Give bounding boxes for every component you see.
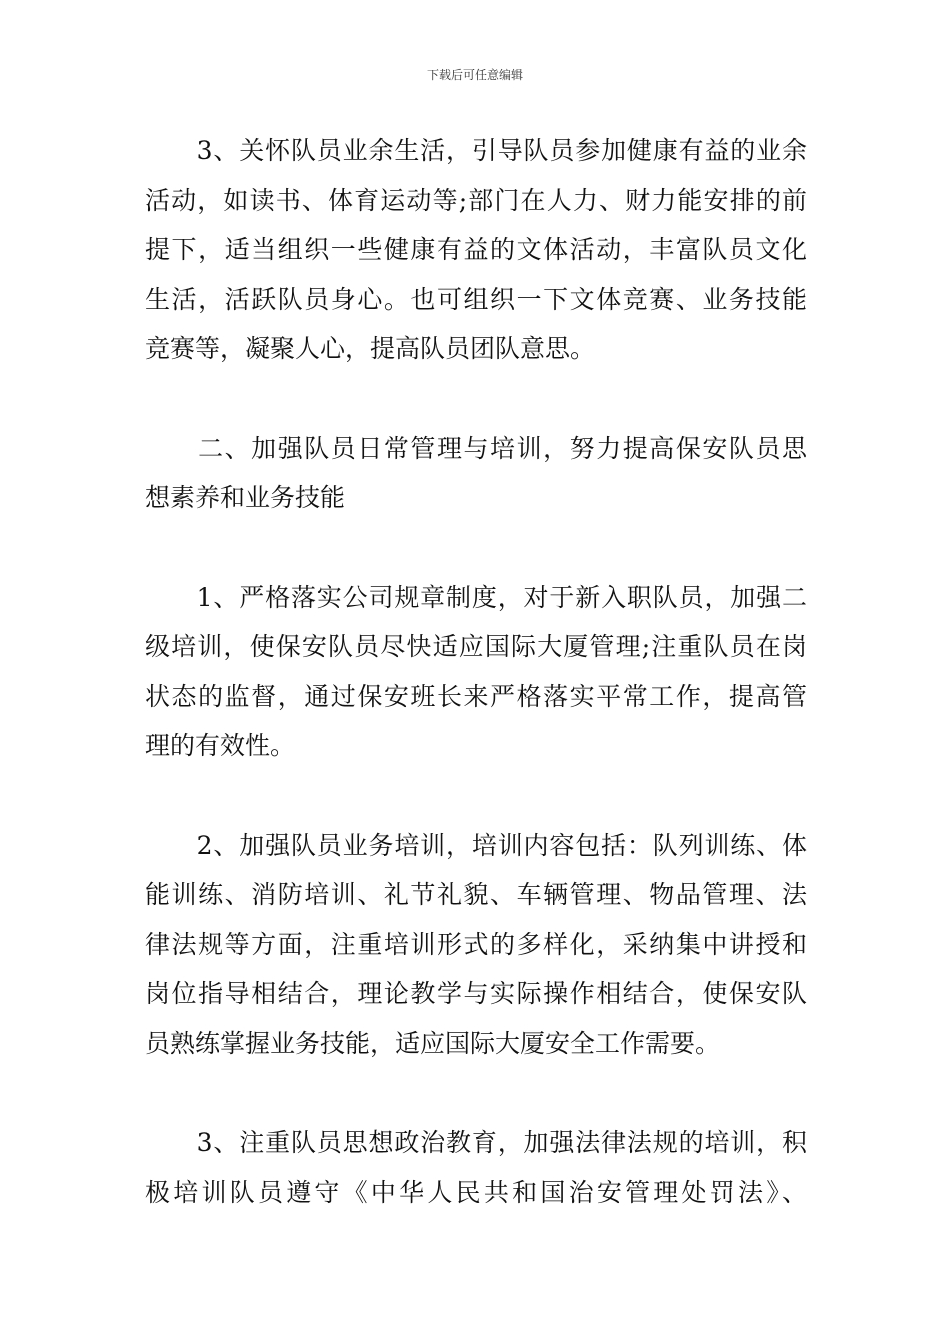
paragraph-spacer: [145, 1068, 807, 1118]
paragraph-spacer: [145, 771, 807, 821]
paragraph-spacer: [145, 374, 807, 424]
text-line: 状态的监督，通过保安班长来严格落实平常工作，提高管: [145, 681, 807, 711]
text-line: 级培训，使保安队员尽快适应国际大厦管理;注重队员在岗: [145, 632, 807, 661]
text-line: 3、关怀队员业余生活，引导队员参加健康有益的业余: [145, 136, 807, 165]
text-line: 1、严格落实公司规章制度，对于新入职队员，加强二: [145, 582, 807, 612]
text-line: 2、加强队员业务培训，培训内容包括：队列训练、体: [145, 830, 807, 860]
text-line: 律法规等方面，注重培训形式的多样化，采纳集中讲授和: [145, 929, 807, 959]
text-line: 3、注重队员思想政治教育，加强法律法规的培训，积: [145, 1128, 807, 1157]
page-header-note: 下载后可任意编辑: [426, 68, 523, 82]
paragraph-leisure-life: [145, 126, 807, 374]
text-line: 理的有效性。: [145, 731, 296, 760]
text-line: 二、加强队员日常管理与培训，努力提高保安队员思: [145, 433, 807, 463]
text-line: 提下，适当组织一些健康有益的文体活动，丰富队员文化: [145, 235, 807, 264]
text-line: 活动，如读书、体育运动等;部门在人力、财力能安排的前: [145, 185, 807, 215]
paragraph-spacer: [145, 523, 807, 573]
text-line: 员熟练掌握业务技能，适应国际大厦安全工作需要。: [145, 1028, 721, 1058]
text-line: 岗位指导相结合，理论教学与实际操作相结合，使保安队: [145, 979, 807, 1008]
document-body: [145, 126, 807, 1217]
text-line: 生活，活跃队员身心。也可组织一下文体竞赛、业务技能: [145, 284, 807, 314]
paragraph-political-education: [145, 1118, 807, 1217]
paragraph-business-training: [145, 821, 807, 1069]
section-heading-daily-management: [145, 424, 807, 523]
text-line: 极培训队员遵守《中华人民共和国治安管理处罚法》、: [145, 1177, 807, 1207]
text-line: 竞赛等，凝聚人心，提高队员团队意思。: [145, 334, 596, 363]
text-line: 能训练、消防培训、礼节礼貌、车辆管理、物品管理、法: [145, 880, 807, 909]
paragraph-rules-implementation: [145, 573, 807, 771]
text-line: 想素养和业务技能: [145, 483, 346, 512]
